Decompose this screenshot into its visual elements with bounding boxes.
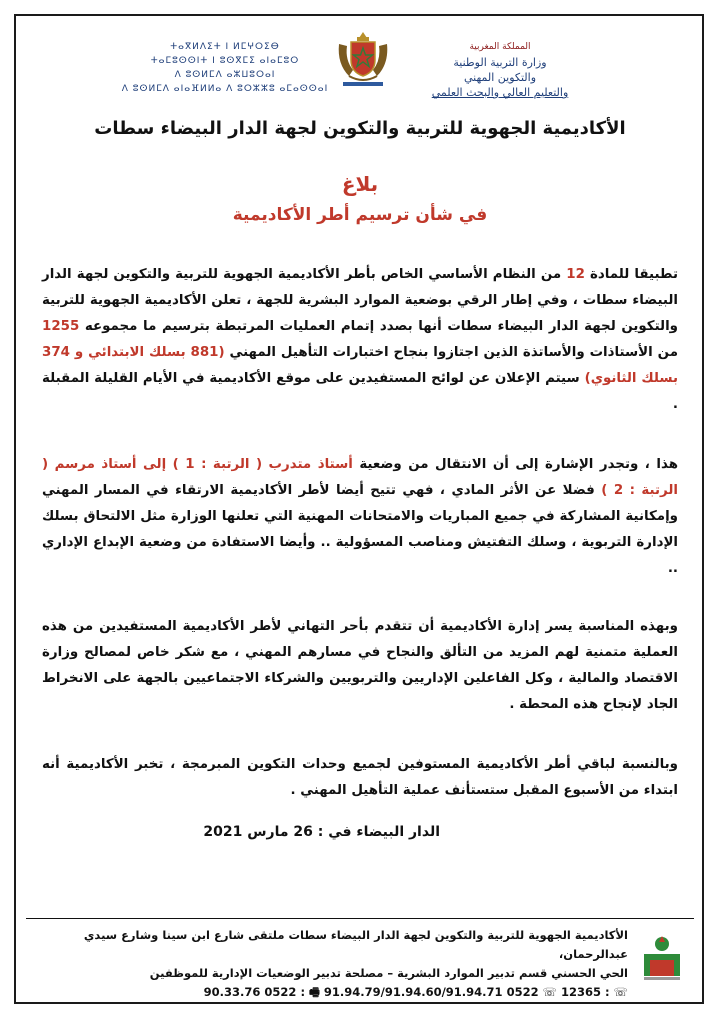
breakdown-count: (881 بسلك الابتدائي و 374 بسلك الثانوي): [42, 345, 678, 386]
header-tifinagh: [120, 40, 330, 96]
text-run: من الأستاذات والأساتذة الذين اجتازوا بنجاح اختبارات التأهيل المهني: [224, 345, 678, 360]
academy-logo-icon: [640, 932, 684, 982]
tifinagh-line: ⵜⴰⴳⵍⴷⵉⵜ ⵏ ⵍⵎⵖⵔⵉⴱ: [170, 42, 280, 52]
footer-address: الأكاديمية الجهوية للتربية والتكوين لجهة الدار البيضاء سطات ملتقى شارع ابن سينا وشارع سيدي عبدالرحمان،: [83, 928, 628, 961]
paragraph-3: وبهذه المناسبة يسر إدارة الأكاديمية أن تتقدم بأحر التهاني لأطر الأكاديمية المستفيدين من هذه العملية متمنية لهم المزيد من التألق والنجاح في مسارهم المهني ، مع شكر خاص لمصالح وزارة الاقتصاد والمالية ، وكل الفاعلين الإداريين والتربويين والشركاء الاجتماعيين بالجهة على الانخراط الجاد لإنجاح هذه المحطة .: [42, 619, 678, 712]
academy-title: الأكاديمية الجهوية للتربية والتكوين لجهة الدار البيضاء سطات: [94, 118, 626, 139]
text-run: فضلا عن الأثر المادي ، فهي تتيح أيضا لأطر الأكاديمية الارتقاء في المسار المهني وإمكانية المشاركة في جميع المباريات والامتحانات المهنية التي تعلنها الوزارة مثل الالتحاق بسلك الإدارة التربوية ، وسلك التفتيش ومناصب المسؤولية .. وأيضا الاستفادة من وضعية الإبداع الإداري ..: [42, 483, 678, 576]
footer-phones: ☏ : 12365 ☏ 0522 91.94.79/91.94.60/91.94.71 🖷 : 0522 90.33.76: [203, 985, 628, 999]
footer-contact: [30, 926, 628, 1002]
text-run: من النظام الأساسي الخاص بأطر الأكاديمية الجهوية للتربية والتكوين لجهة الدار البيضاء سطات ، وفي إطار الرقي بوضعية الموارد البشرية للجهة ، تعلن الأكاديمية الجهوية للتربية والتكوين لجهة الدار البيضاء سطات أنها بصدد إتمام العمليات المرتبطة بترسيم ما مجموعه: [42, 267, 678, 334]
paragraph-4: وبالنسبة لباقي أطر الأكاديمية المستوفين لجميع وحدات التكوين المبرمجة ، تخبر الأكاديمية أنه ابتداء من الأسبوع المقبل ستستأنف عملية التأهيل المهني .: [42, 757, 678, 798]
text-run: هذا ، وتجدر الإشارة إلى أن الانتقال من وضعية: [352, 457, 678, 472]
date-line: الدار البيضاء في : 26 مارس 2021: [203, 824, 440, 840]
paragraph-1: [42, 262, 678, 418]
tifinagh-line: ⴷ ⵓⵙⵍⵎⴷ ⴰⵏⴰⴼⵍⵍⴰ ⴷ ⵓⵔⵣⵣⵓ ⴰⵎⴰⵙⵙⴰⵏ: [121, 84, 329, 94]
footer-department: الحي الحسني قسم تدبير الموارد البشرية – مصلحة تدبير الوضعيات الإدارية للموظفين: [149, 966, 628, 980]
text-run: سيتم الإعلان عن لوائح المستفيدين على موقع الأكاديمية في الأيام القليلة المقبلة .: [42, 371, 678, 412]
ministry-line: والتعليم العالي والبحث العلمي: [431, 86, 569, 99]
kingdom-label: المملكة المغربية: [469, 42, 531, 52]
header-arabic: [400, 40, 600, 100]
moroccan-coat-of-arms-icon: [335, 28, 391, 90]
ministry-line: وزارة التربية الوطنية: [453, 56, 547, 69]
text-run: تطبيقا للمادة: [584, 267, 678, 282]
footer-divider: [26, 918, 694, 919]
article-number: 12: [566, 267, 585, 282]
notice-heading: بلاغ: [341, 172, 379, 196]
paragraph-2: [42, 452, 678, 582]
tifinagh-line: ⵜⴰⵎⵓⵙⵙⵏⵜ ⵏ ⵓⵙⴳⵎⵉ ⴰⵏⴰⵎⵓⵔ: [150, 56, 300, 66]
rank-transition: أستاذ متدرب ( الرتبة : 1 ) إلى أستاذ مرسم ( الرتبة : 2 ): [42, 457, 678, 498]
notice-subject: في شأن ترسيم أطر الأكاديمية: [232, 205, 488, 225]
tifinagh-line: ⴷ ⵓⵙⵍⵎⴷ ⴰⵣⵡⵓⵔⴰⵏ: [174, 70, 276, 80]
total-count: 1255: [42, 319, 80, 334]
ministry-line: والتكوين المهني: [463, 71, 537, 84]
